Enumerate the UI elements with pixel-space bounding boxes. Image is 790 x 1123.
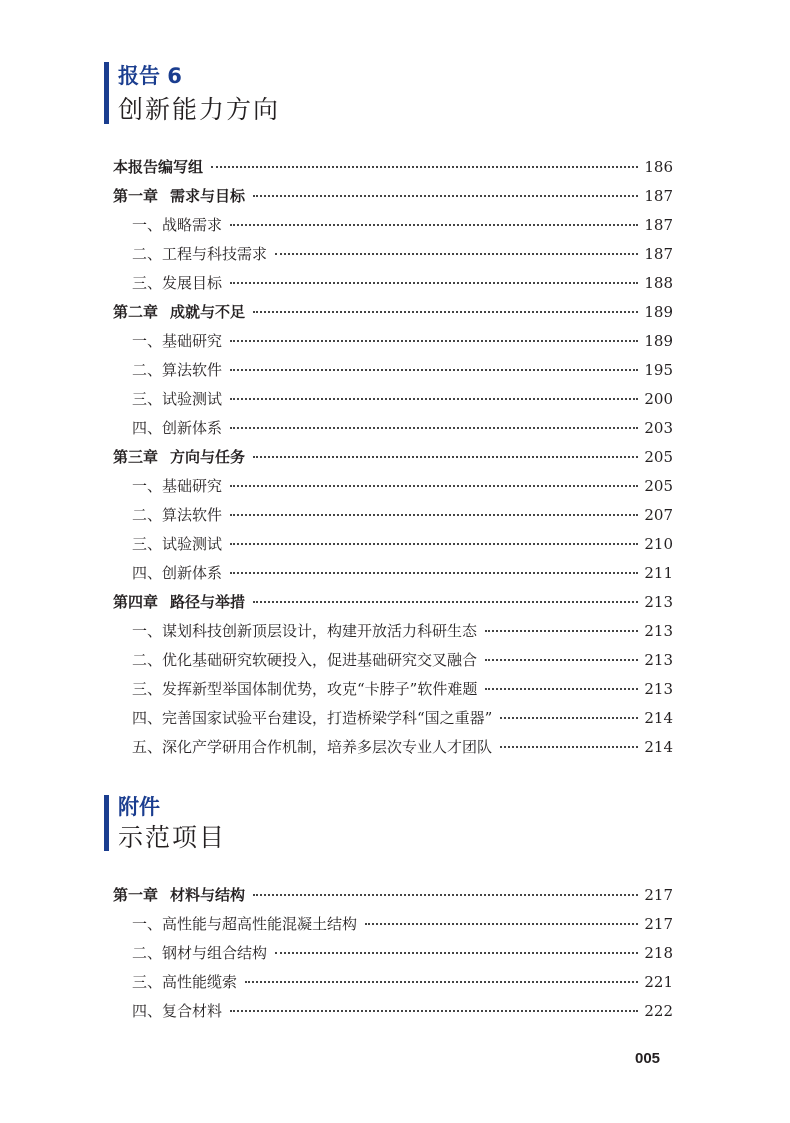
toc-entry-label: 二、优化基础研究软硬投入，促进基础研究交叉融合 [132,651,478,669]
dot-leader [230,369,638,371]
toc-entry-label: 一、战略需求 [132,216,223,234]
toc-entry-label [113,182,245,211]
toc-section-entry[interactable] [113,356,673,385]
chapter-title: 材料与结构 [170,886,246,904]
toc-section-entry[interactable] [113,675,673,704]
toc-entry-label [113,881,245,910]
dot-leader [485,630,638,632]
heading-accent-bar [104,795,109,851]
toc-section-entry[interactable] [113,704,673,733]
toc-entry-label [113,153,203,182]
toc-entry-label: 三、发展目标 [132,274,223,292]
toc-entry-label: 三、发挥新型举国体制优势，攻克“卡脖子”软件难题 [132,680,478,698]
dot-leader [253,311,638,313]
dot-leader [365,923,638,925]
toc-entry-label: 三、试验测试 [132,535,223,553]
dot-leader [253,601,638,603]
toc-chapter-entry[interactable] [113,182,673,211]
toc-entry-label: 一、基础研究 [132,477,223,495]
toc-chapter-entry[interactable] [113,588,673,617]
toc-page-number: 203 [644,419,673,437]
toc-entry-label: 一、谋划科技创新顶层设计，构建开放活力科研生态 [132,622,478,640]
dot-leader [230,1010,638,1012]
toc-page-number: 207 [644,506,673,524]
toc-entry-label: 三、高性能缆索 [132,973,238,991]
chapter-number: 第一章 [113,187,159,205]
toc-page-number: 210 [644,535,673,553]
toc-section-entry[interactable] [113,269,673,298]
toc-section-entry[interactable] [113,939,673,968]
toc-chapter-entry[interactable] [113,153,673,182]
heading-accent-bar [104,62,109,124]
report-toc [113,153,673,762]
dot-leader [253,894,638,896]
toc-page-number: 186 [644,158,673,176]
dot-leader [230,514,638,516]
toc-page-number: 213 [644,651,673,669]
toc-page-number: 221 [644,973,673,991]
toc-page-number: 200 [644,390,673,408]
toc-section-entry[interactable] [113,385,673,414]
toc-section-entry[interactable] [113,559,673,588]
dot-leader [275,253,638,255]
toc-chapter-entry[interactable] [113,443,673,472]
toc-entry-label: 四、创新体系 [132,419,223,437]
toc-section-entry[interactable] [113,733,673,762]
toc-page-number: 218 [644,944,673,962]
toc-page-number: 213 [644,622,673,640]
chapter-title: 方向与任务 [170,448,246,466]
toc-section-entry[interactable] [113,646,673,675]
dot-leader [230,543,638,545]
toc-page-number: 189 [644,332,673,350]
toc-section-entry[interactable] [113,414,673,443]
dot-leader [211,166,638,168]
appendix-title: 示范项目 [118,823,227,852]
toc-page-number: 187 [644,187,673,205]
toc-entry-label: 四、创新体系 [132,564,223,582]
dot-leader [485,688,638,690]
dot-leader [275,952,638,954]
toc-entry-label: 四、复合材料 [132,1002,223,1020]
toc-section-entry[interactable] [113,327,673,356]
dot-leader [230,340,638,342]
appendix-kicker: 附件 [118,795,160,819]
chapter-title: 路径与举措 [170,593,246,611]
dot-leader [485,659,638,661]
report-kicker: 报告 6 [118,64,182,88]
dot-leader [253,456,638,458]
toc-page-number: 214 [644,738,673,756]
toc-entry-label: 五、深化产学研用合作机制，培养多层次专业人才团队 [132,738,493,756]
page-number: 005 [635,1050,661,1067]
toc-entry-label: 二、工程与科技需求 [132,245,268,263]
toc-page-number: 213 [644,680,673,698]
toc-section-entry[interactable] [113,910,673,939]
chapter-number: 第二章 [113,303,159,321]
toc-page-number: 217 [644,915,673,933]
dot-leader [230,572,638,574]
toc-entry-label: 一、高性能与超高性能混凝土结构 [132,915,358,933]
toc-section-entry[interactable] [113,472,673,501]
chapter-number: 本报告编写组 [113,158,204,176]
dot-leader [500,746,638,748]
toc-page-number: 187 [644,245,673,263]
dot-leader [230,427,638,429]
dot-leader [230,282,638,284]
appendix-toc [113,881,673,1026]
toc-page-number: 195 [644,361,673,379]
toc-entry-label: 二、算法软件 [132,506,223,524]
toc-page-number: 211 [644,564,673,582]
toc-section-entry[interactable] [113,211,673,240]
toc-entry-label: 四、完善国家试验平台建设，打造桥梁学科“国之重器” [132,709,493,727]
toc-entry-label [113,298,245,327]
dot-leader [230,485,638,487]
toc-page-number: 222 [644,1002,673,1020]
toc-entry-label: 二、算法软件 [132,361,223,379]
toc-section-entry[interactable] [113,240,673,269]
dot-leader [230,398,638,400]
toc-page-number: 214 [644,709,673,727]
toc-section-entry[interactable] [113,501,673,530]
toc-page-number: 188 [644,274,673,292]
toc-page-number: 213 [644,593,673,611]
toc-chapter-entry[interactable] [113,881,673,910]
toc-section-entry[interactable] [113,968,673,997]
toc-page-number: 189 [644,303,673,321]
toc-page-number: 205 [644,448,673,466]
toc-entry-label [113,588,245,617]
toc-section-entry[interactable] [113,530,673,559]
toc-section-entry[interactable] [113,997,673,1026]
chapter-number: 第四章 [113,593,159,611]
toc-entry-label: 一、基础研究 [132,332,223,350]
chapter-title: 成就与不足 [170,303,246,321]
chapter-number: 第三章 [113,448,159,466]
toc-entry-label: 三、试验测试 [132,390,223,408]
toc-page-number: 187 [644,216,673,234]
dot-leader [253,195,638,197]
toc-page-number: 217 [644,886,673,904]
dot-leader [500,717,638,719]
toc-page-number: 205 [644,477,673,495]
dot-leader [245,981,638,983]
toc-entry-label: 二、钢材与组合结构 [132,944,268,962]
toc-entry-label [113,443,245,472]
chapter-title: 需求与目标 [170,187,246,205]
dot-leader [230,224,638,226]
chapter-number: 第一章 [113,886,159,904]
report-title: 创新能力方向 [118,95,281,124]
toc-chapter-entry[interactable] [113,298,673,327]
toc-section-entry[interactable] [113,617,673,646]
